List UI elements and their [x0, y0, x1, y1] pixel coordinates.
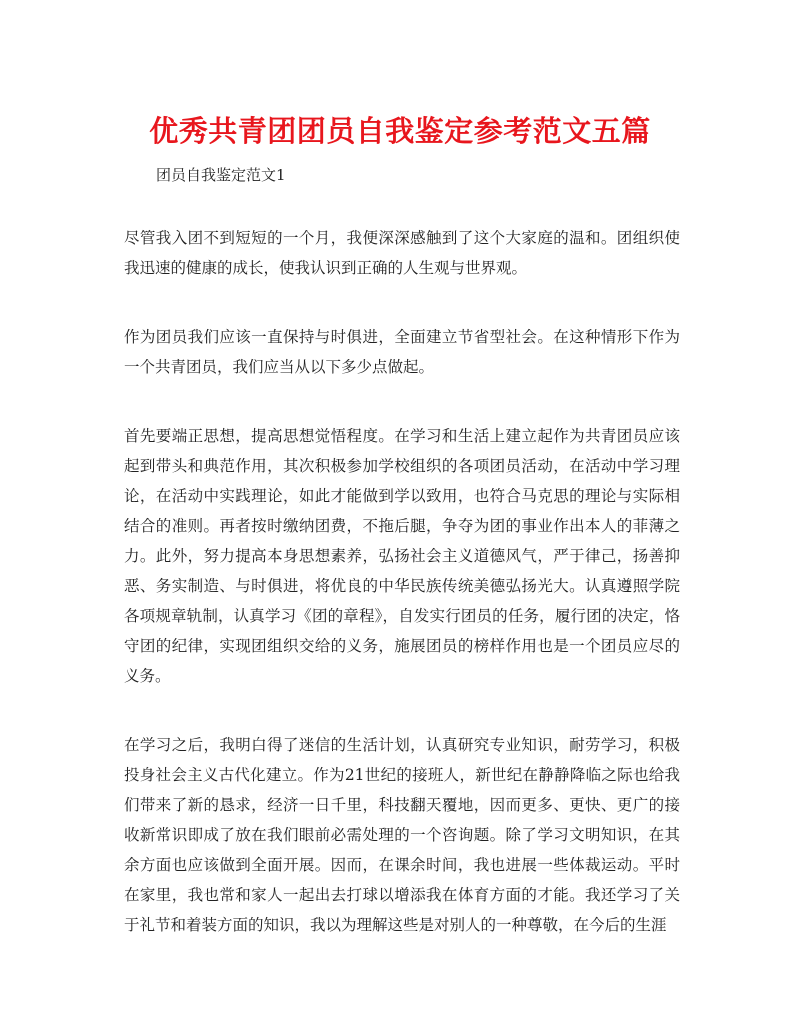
- section-heading: 团员自我鉴定范文1: [156, 166, 286, 184]
- document-title: 优秀共青团团员自我鉴定参考范文五篇: [149, 114, 651, 148]
- document-body: [124, 223, 680, 979]
- paragraph-2: 作为团员我们应该一直保持与时俱进，全面建立节省型社会。在这种情形下作为一个共青团员，我们应当从以下多少点做起。: [124, 328, 680, 376]
- paragraph-1: 尽管我入团不到短短的一个月，我便深深感触到了这个大家庭的温和。团组织使我迅速的健康的成长，使我认识到正确的人生观与世界观。: [124, 229, 680, 277]
- paragraph-3: 首先要端正思想，提高思想觉悟程度。在学习和生活上建立起作为共青团员应该起到带头和典范作用，其次积极参加学校组织的各项团员活动，在活动中学习理论，在活动中实践理论，如此才能做到学以致用，也符合马克思的理论与实际相结合的准则。再者按时缴纳团费，不拖后腿，争夺为团的事业作出本人的菲薄之力。此外，努力提高本身思想素养，弘扬社会主义道德风气，严于律己，扬善抑恶、务实制造、与时俱进，将优良的中华民族传统美德弘扬光大。认真遵照学院各项规章轨制，认真学习《团的章程》，自发实行团员的任务，履行团的决定，恪守团的纪律，实现团组织交给的义务，施展团员的榜样作用也是一个团员应尽的义务。: [124, 427, 680, 685]
- paragraph-4: 在学习之后，我明白得了迷信的生活计划，认真研究专业知识，耐劳学习，积极投身社会主义古代化建立。作为21世纪的接班人，新世纪在静静降临之际也给我们带来了新的恳求，经济一日千里，科技翻天覆地，因而更多、更快、更广的接收新常识即成了放在我们眼前必需处理的一个咨询题。除了学习文明知识，在其余方面也应该做到全面开展。因而，在课余时间，我也进展一些体裁运动。平时在家里，我也常和家人一起出去打球以增添我在体育方面的才能。我还学习了关于礼节和着装方面的知识，我以为理解这些是对别人的一种尊敬，在今后的生涯: [124, 736, 680, 934]
